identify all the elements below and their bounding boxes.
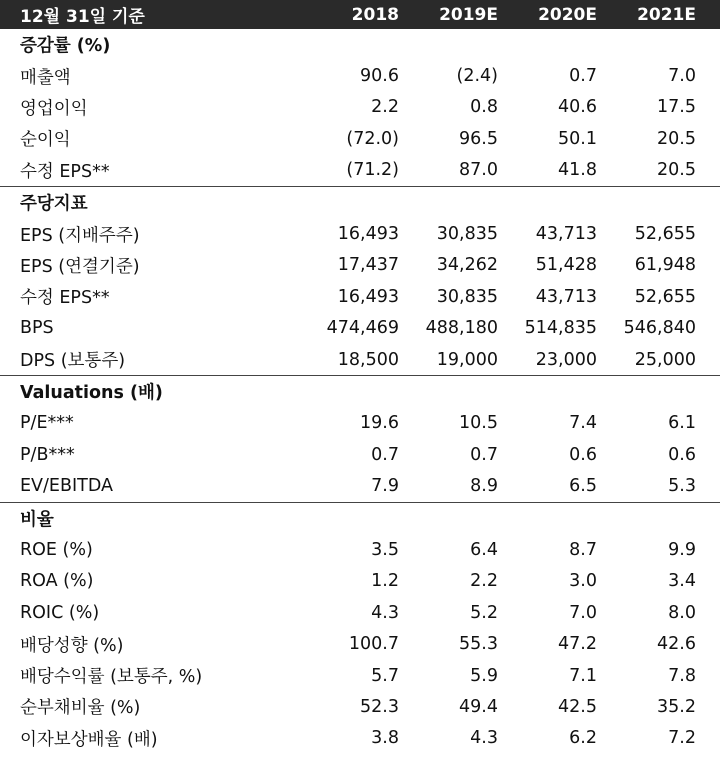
row-label: 이자보상배율 (배) (20, 729, 158, 750)
row-value: 7.4 (569, 413, 597, 434)
row-value: 3.4 (668, 571, 696, 592)
row-value: 43,713 (535, 224, 597, 245)
row-label: 순부채비율 (%) (20, 698, 141, 719)
row-value: 7.2 (668, 728, 696, 749)
row-value: 0.6 (569, 444, 597, 465)
row-label: DPS (보통주) (20, 351, 126, 372)
row-value: 19,000 (436, 349, 498, 370)
row-value: 7.1 (569, 665, 597, 686)
row-value: 17.5 (657, 97, 696, 118)
row-label: EV/EBITDA (20, 476, 113, 497)
table-header (0, 0, 720, 29)
row-label: 수정 EPS** (20, 288, 110, 309)
row-value: 546,840 (623, 318, 696, 339)
row-value: 40.6 (558, 97, 597, 118)
row-label: ROE (%) (20, 539, 93, 560)
row-label: BPS (20, 318, 54, 339)
row-value: 514,835 (524, 318, 597, 339)
row-value: 10.5 (459, 413, 498, 434)
row-value: 2.2 (371, 97, 399, 118)
table-row (0, 92, 720, 123)
section-header (0, 186, 720, 218)
table-row (0, 344, 720, 375)
row-value: 7.0 (569, 602, 597, 623)
row-value: 4.3 (371, 602, 399, 623)
row-value: 41.8 (558, 160, 597, 181)
row-value: 25,000 (634, 349, 696, 370)
table-row (0, 60, 720, 91)
row-value: 8.9 (470, 476, 498, 497)
row-value: 49.4 (459, 696, 498, 717)
table-row (0, 597, 720, 628)
row-label: P/E*** (20, 413, 74, 434)
row-value: 52,655 (634, 224, 696, 245)
row-label: 영업이익 (20, 98, 88, 119)
row-value: 8.7 (569, 539, 597, 560)
row-label: P/B*** (20, 444, 75, 465)
row-value: 8.0 (668, 602, 696, 623)
row-label: 배당수익률 (보통주, %) (20, 667, 203, 687)
section-title: 비율 (20, 510, 54, 531)
table-body (0, 29, 720, 754)
row-value: 30,835 (436, 224, 498, 245)
table-row (0, 470, 720, 501)
row-value: 16,493 (337, 224, 399, 245)
row-label: ROIC (%) (20, 602, 100, 623)
row-label: 수정 EPS** (20, 161, 110, 182)
header-year-2020e: 2020E (538, 4, 597, 25)
section-title: 증감률 (%) (20, 36, 111, 57)
row-value: 19.6 (360, 413, 399, 434)
row-value: 61,948 (634, 255, 696, 276)
row-value: 7.0 (668, 66, 696, 87)
row-label: EPS (연결기준) (20, 256, 140, 277)
row-value: 51,428 (535, 255, 597, 276)
table-row (0, 691, 720, 722)
row-label: 배당성향 (%) (20, 635, 124, 656)
section-title: 주당지표 (20, 194, 88, 215)
row-value: 20.5 (657, 128, 696, 149)
section-header (0, 29, 720, 60)
table-row (0, 408, 720, 439)
row-value: 6.1 (668, 413, 696, 434)
table-row (0, 439, 720, 470)
row-label: EPS (지배주주) (20, 225, 140, 246)
section-title: Valuations (배) (20, 383, 163, 404)
row-value: 474,469 (326, 318, 399, 339)
row-value: 55.3 (459, 634, 498, 655)
table-row (0, 660, 720, 691)
row-value: 0.6 (668, 444, 696, 465)
row-value: 20.5 (657, 160, 696, 181)
row-value: 17,437 (337, 255, 399, 276)
row-value: 5.9 (470, 665, 498, 686)
row-value: 5.2 (470, 602, 498, 623)
row-value: 0.7 (470, 444, 498, 465)
row-value: 87.0 (459, 160, 498, 181)
row-value: 7.8 (668, 665, 696, 686)
row-value: 47.2 (558, 634, 597, 655)
row-value: 1.2 (371, 571, 399, 592)
table-row (0, 723, 720, 754)
row-value: 42.6 (657, 634, 696, 655)
row-value: (2.4) (456, 66, 498, 87)
row-value: 3.5 (371, 539, 399, 560)
row-value: 18,500 (337, 349, 399, 370)
table-row (0, 281, 720, 312)
row-value: 52,655 (634, 286, 696, 307)
row-value: 4.3 (470, 728, 498, 749)
row-value: 0.7 (371, 444, 399, 465)
row-value: 23,000 (535, 349, 597, 370)
row-value: 5.3 (668, 476, 696, 497)
row-value: 6.4 (470, 539, 498, 560)
table-row (0, 218, 720, 249)
row-value: 9.9 (668, 539, 696, 560)
row-value: 30,835 (436, 286, 498, 307)
row-value: 50.1 (558, 128, 597, 149)
row-value: 0.7 (569, 66, 597, 87)
header-year-2018: 2018 (351, 4, 399, 25)
row-value: 96.5 (459, 128, 498, 149)
row-value: 488,180 (425, 318, 498, 339)
row-value: 100.7 (348, 634, 399, 655)
row-value: 52.3 (360, 696, 399, 717)
table-row (0, 250, 720, 281)
row-value: (71.2) (346, 160, 399, 181)
table-row (0, 123, 720, 154)
row-value: 90.6 (360, 66, 399, 87)
table-row (0, 566, 720, 597)
header-label: 12월 31일 기준 (20, 7, 145, 27)
row-value: 5.7 (371, 665, 399, 686)
row-value: 7.9 (371, 476, 399, 497)
section-header (0, 502, 720, 534)
row-value: 6.5 (569, 476, 597, 497)
row-value: 42.5 (558, 696, 597, 717)
table-row (0, 313, 720, 344)
row-value: 34,262 (436, 255, 498, 276)
row-value: (72.0) (346, 128, 399, 149)
row-value: 3.0 (569, 571, 597, 592)
section-header (0, 375, 720, 407)
header-year-2021e: 2021E (637, 4, 696, 25)
row-label: 매출액 (20, 67, 71, 88)
row-value: 43,713 (535, 286, 597, 307)
row-label: 순이익 (20, 130, 71, 151)
row-value: 35.2 (657, 696, 696, 717)
row-value: 0.8 (470, 97, 498, 118)
row-value: 3.8 (371, 728, 399, 749)
row-value: 16,493 (337, 286, 399, 307)
row-label: ROA (%) (20, 571, 94, 592)
table-row (0, 155, 720, 186)
row-value: 2.2 (470, 571, 498, 592)
table-row (0, 628, 720, 659)
row-value: 6.2 (569, 728, 597, 749)
header-year-2019e: 2019E (439, 4, 498, 25)
table-row (0, 534, 720, 565)
